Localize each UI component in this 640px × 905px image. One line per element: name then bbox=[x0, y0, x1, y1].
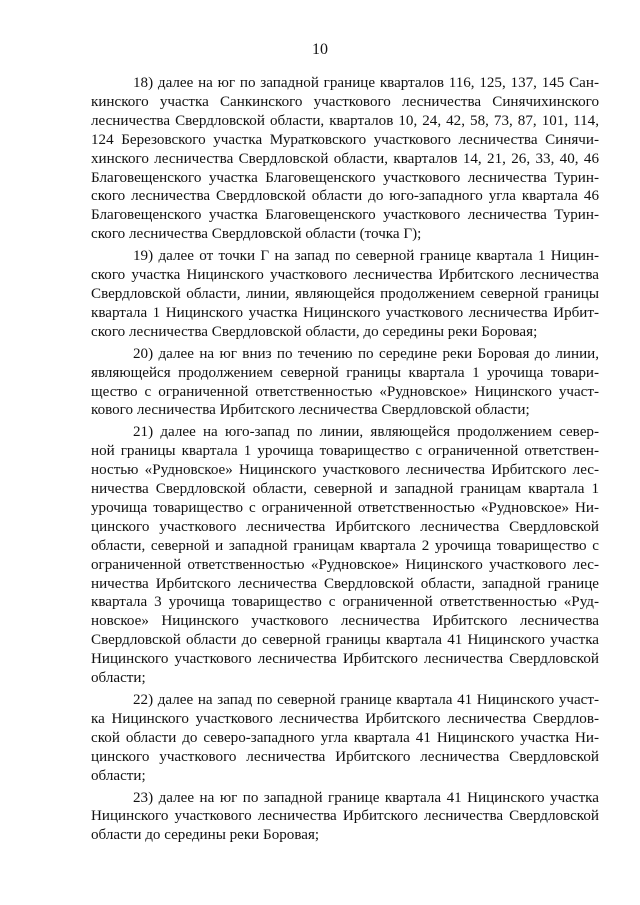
paragraph bbox=[91, 789, 599, 846]
paragraph-line: хинского лесничества Свердловской области, кварталов 14, 21, 26, 33, 40, 46 bbox=[91, 150, 599, 167]
paragraph-line: лесничества Свердловской области, кварталов 10, 24, 42, 58, 73, 87, 101, 114, bbox=[91, 112, 599, 129]
paragraph-line: 21) далее на юго-запад по линии, являющейся продолжением север- bbox=[133, 424, 599, 441]
paragraph-line: ной границы квартала 1 урочища товарищество с ограниченной ответствен- bbox=[91, 443, 599, 460]
page-number: 10 bbox=[312, 41, 328, 58]
paragraph-line: квартала 3 урочища товарищество с ограниченной ответственностью «Руд- bbox=[91, 594, 599, 611]
paragraph-line: 18) далее на юг по западной границе кварталов 116, 125, 137, 145 Сан- bbox=[133, 75, 599, 91]
paragraph-line: 22) далее на запад по северной границе квартала 41 Ницинского участ- bbox=[133, 692, 599, 708]
paragraph-line: новское» Ницинского участкового лесничества Ирбитского лесничества bbox=[91, 613, 599, 630]
paragraph bbox=[91, 423, 599, 688]
paragraph-line: Свердловской области до северной границы квартала 41 Ницинского участка bbox=[91, 632, 599, 649]
paragraph-line: 23) далее на юг по западной границе квартала 41 Ницинского участка bbox=[133, 789, 599, 806]
paragraph bbox=[91, 345, 599, 421]
paragraph-line: Ницинского участкового лесничества Ирбитского лесничества Свердловской bbox=[91, 808, 599, 825]
paragraph-line: ничества Ирбитского лесничества Свердловской области, западной границе bbox=[91, 575, 599, 592]
paragraph-line: ского лесничества Свердловской области (точка Г); bbox=[91, 226, 422, 243]
paragraph-line: области до середины реки Боровая; bbox=[91, 827, 320, 844]
paragraph-line: Благовещенского участка Благовещенского участкового лесничества Турин- bbox=[91, 169, 599, 186]
paragraph bbox=[91, 247, 599, 342]
paragraph-line: Свердловской области, линии, являющейся продолжением северной границы bbox=[91, 285, 599, 302]
paragraph-line: 124 Березовского участка Муратковского участкового лесничества Синячи- bbox=[91, 131, 599, 148]
paragraph-line: ского лесничества Свердловской области до юго-западного угла квартала 46 bbox=[91, 188, 599, 205]
paragraph-line: Благовещенского участка Благовещенского участкового лесничества Турин- bbox=[91, 207, 599, 224]
paragraph-line: квартала 1 Ницинского участка Ницинского участкового лесничества Ирбит- bbox=[91, 304, 599, 321]
paragraph bbox=[91, 691, 599, 786]
paragraph-line: ской области до северо-западного угла квартала 41 Ницинского участка Ни- bbox=[91, 729, 599, 746]
document-body bbox=[91, 74, 599, 848]
paragraph bbox=[91, 74, 599, 244]
paragraph-line: 19) далее от точки Г на запад по северной границе квартала 1 Ницин- bbox=[133, 248, 599, 265]
paragraph-line: ностью «Рудновское» Ницинского участкового лесничества Ирбитского лес- bbox=[91, 462, 599, 479]
paragraph-line: цинского участкового лесничества Ирбитского лесничества Свердловской bbox=[91, 518, 599, 535]
paragraph-line: Ницинского участкового лесничества Ирбитского лесничества Свердловской bbox=[91, 651, 599, 668]
paragraph-line: 20) далее на юг вниз по течению по середине реки Боровая до линии, bbox=[133, 345, 599, 362]
paragraph-line: кинского участка Санкинского участкового лесничества Синячихинского bbox=[91, 93, 599, 110]
paragraph-line: ского лесничества Свердловской области, до середины реки Боровая; bbox=[91, 323, 538, 340]
paragraph-line: щество с ограниченной ответственностью «Рудновское» Ницинского участ- bbox=[91, 383, 599, 400]
paragraph-line: области; bbox=[91, 767, 146, 784]
paragraph-line: цинского участкового лесничества Ирбитского лесничества Свердловской bbox=[91, 748, 599, 765]
paragraph-line: ка Ницинского участкового лесничества Ирбитского лесничества Свердлов- bbox=[91, 710, 599, 727]
paragraph-line: кового лесничества Ирбитского лесничества Свердловской области; bbox=[91, 402, 530, 419]
paragraph-line: области, северной и западной границам квартала 2 урочища товарищество с bbox=[91, 537, 599, 554]
paragraph-line: ского участка Ницинского участкового лесничества Ирбитского лесничества bbox=[91, 267, 599, 284]
paragraph-line: являющейся продолжением северной границы квартала 1 урочища товари- bbox=[91, 364, 599, 381]
paragraph-line: ничества Свердловской области, северной и западной границам квартала 1 bbox=[91, 481, 599, 498]
paragraph-line: ограниченной ответственностью «Рудновское» Ницинского участкового лес- bbox=[91, 556, 599, 573]
paragraph-line: урочища товарищество с ограниченной ответственностью «Рудновское» Ни- bbox=[91, 499, 599, 516]
paragraph-line: области; bbox=[91, 670, 146, 687]
